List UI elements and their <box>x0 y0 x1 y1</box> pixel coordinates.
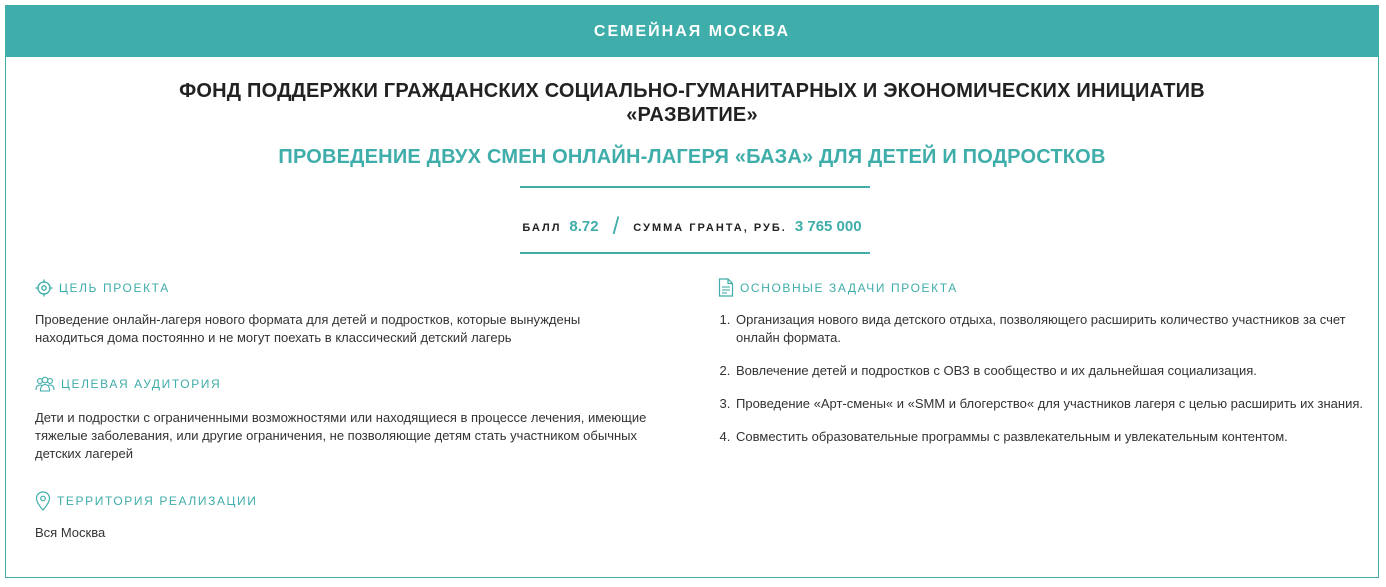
category-banner <box>6 6 1378 57</box>
project-title: ПРОВЕДЕНИЕ ДВУХ СМЕН ОНЛАЙН-ЛАГЕРЯ «БАЗА» ДЛЯ ДЕТЕЙ И ПОДРОСТКОВ <box>278 146 1106 168</box>
project-card <box>5 5 1379 578</box>
tasks-heading-label: ОСНОВНЫЕ ЗАДАЧИ ПРОЕКТА <box>740 280 958 295</box>
banner-title: СЕМЕЙНАЯ МОСКВА <box>593 22 791 40</box>
people-icon <box>35 376 55 392</box>
audience-text: Дети и подростки с ограниченными возможностями или находящиеся в процессе лечения, имеющие тяжелые заболевания, или другие ограничения, не позволяющие детям стать участником обычных детских лагерей <box>35 410 647 461</box>
territory-heading-label: ТЕРРИТОРИЯ РЕАЛИЗАЦИИ <box>57 494 258 508</box>
location-pin-icon <box>35 491 51 511</box>
divider-bottom <box>520 252 870 254</box>
tasks-heading <box>718 278 958 297</box>
score-label: БАЛЛ <box>522 222 562 234</box>
list-item: 3. Проведение «Арт-смены« и «SMM и блогерство« для участников лагеря с целью расширить их знания. <box>734 395 1374 413</box>
territory-heading <box>35 491 257 511</box>
goal-text: Проведение онлайн-лагеря нового формата для детей и подростков, которые вынуждены находиться дома постоянно и не могут поехать в классический детский лагерь <box>35 312 581 345</box>
tasks-list <box>718 311 1374 461</box>
territory-text: Вся Москва <box>35 525 106 540</box>
goal-heading-label: ЦЕЛЬ ПРОЕКТА <box>59 281 170 295</box>
goal-heading <box>35 279 170 297</box>
organization-title-line2: «РАЗВИТИЕ» <box>626 104 758 126</box>
list-item: 2. Вовлечение детей и подростков с ОВЗ в сообщество и их дальнейшая социализация. <box>734 362 1374 380</box>
score-separator: / <box>612 213 620 240</box>
score-row <box>6 210 1378 238</box>
organization-title <box>6 79 1378 127</box>
audience-heading <box>35 376 221 392</box>
grant-label: СУММА ГРАНТА, РУБ. <box>633 222 787 234</box>
audience-heading-label: ЦЕЛЕВАЯ АУДИТОРИЯ <box>61 377 222 391</box>
list-item: 1. Организация нового вида детского отдыха, позволяющего расширить количество участников за счет онлайн формата. <box>734 311 1374 347</box>
target-icon <box>35 279 53 297</box>
list-item: 4. Совместить образовательные программы с развлекательным и увлекательным контентом. <box>734 428 1374 446</box>
document-icon <box>718 278 734 297</box>
divider-top <box>520 186 870 188</box>
organization-title-line1: ФОНД ПОДДЕРЖКИ ГРАЖДАНСКИХ СОЦИАЛЬНО-ГУМАНИТАРНЫХ И ЭКОНОМИЧЕСКИХ ИНИЦИАТИВ <box>179 80 1205 102</box>
grant-value: 3 765 000 <box>794 218 862 235</box>
score-value: 8.72 <box>569 218 599 235</box>
